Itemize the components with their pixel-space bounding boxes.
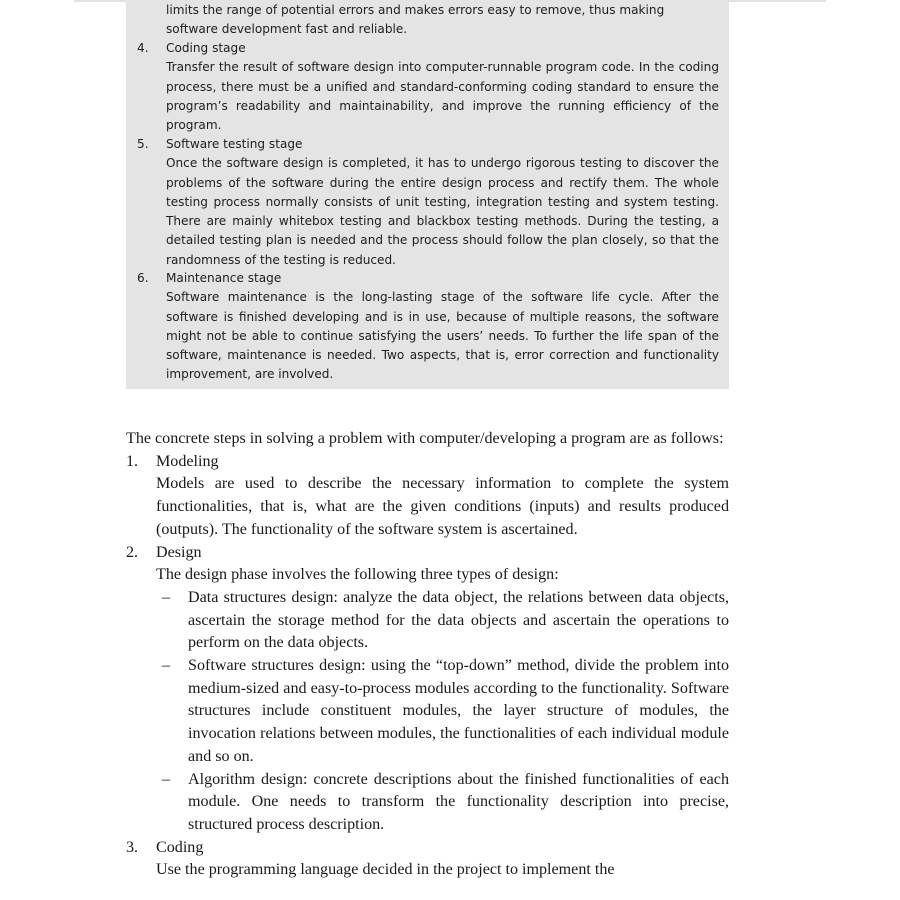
info-box — [126, 0, 729, 389]
design-bullet-list — [156, 587, 729, 837]
bullet-text: Data structures design: analyze the data object, the relations between data objects, ascertain the storage method for the data objects and ascertain the operations to perform on the data objects. — [188, 588, 729, 652]
bullet-item-algorithm — [156, 769, 729, 837]
step-design — [126, 542, 729, 837]
bullet-item-software-structures — [156, 655, 729, 769]
box-item-number: 4. — [137, 41, 149, 55]
bullet-text: Algorithm design: concrete descriptions about the finished functionalities of each module. One needs to transform the functionality description into precise, structured process description. — [188, 770, 729, 833]
step-number: 3. — [126, 838, 139, 856]
step-coding — [126, 837, 729, 882]
step-modeling — [126, 451, 729, 542]
dash-bullet: – — [162, 588, 171, 606]
main-body — [126, 428, 729, 882]
box-item-text: Once the software design is completed, it has to undergo rigorous testing to discover the problems of the software during the entire design process and rectify them. The whole testing process normally consists of unit testing, integration testing and system testing. There are mainly whitebox testing and blackbox testing methods. During the testing, a detailed testing plan is needed and the process should follow the plan closely, so that the randomness of the testing is reduced. — [166, 156, 719, 267]
step-number: 1. — [126, 452, 139, 470]
dash-bullet: – — [162, 657, 171, 675]
step-text: Models are used to describe the necessary information to complete the system functionalities, that is, what are the given conditions (inputs) and results produced (outputs). The functionality of the software system is ascertained. — [156, 475, 729, 538]
step-text: Use the programming language decided in the project to implement the — [156, 861, 615, 879]
box-item-number: 5. — [137, 137, 149, 151]
box-item-text: Transfer the result of software design into computer-runnable program code. In the coding process, there must be a unified and standard-conforming coding standard to ensure the program’s readability and maintainability, and improve the running efficiency of the program. — [166, 60, 719, 133]
box-item-text: Software maintenance is the long-lasting stage of the software life cycle. After the software is finished developing and is in use, because of multiple reasons, the software might not be able to continue satisfying the users’ needs. To further the life span of the software, maintenance is needed. Two aspects, that is, error correction and functionality improvement, are involved. — [166, 290, 719, 382]
box-item-title: Software testing stage — [166, 137, 303, 151]
intro-paragraph: The concrete steps in solving a problem with computer/developing a program are as follows: — [126, 430, 724, 447]
dash-bullet: – — [162, 770, 171, 788]
step-title: Design — [156, 543, 202, 561]
step-title: Coding — [156, 838, 204, 856]
step-text: The design phase involves the following three types of design: — [156, 566, 559, 584]
step-title: Modeling — [156, 452, 219, 470]
box-item-title: Maintenance stage — [166, 271, 282, 285]
step-number: 2. — [126, 543, 139, 561]
bullet-text: Software structures design: using the “top-down” method, divide the problem into medium-sized and easy-to-process modules according to the functionality. Software structures include constituent modules, the layer structure of modules, the invocation relations between modules, the functionalities of each individual module and so on. — [188, 657, 729, 765]
box-item-title: Coding stage — [166, 41, 246, 55]
bullet-item-data-structures — [156, 587, 729, 655]
box-item-number: 6. — [137, 271, 149, 285]
box-lead-text: limits the range of potential errors and makes errors easy to remove, thus making software development fast and reliable. — [166, 3, 665, 37]
